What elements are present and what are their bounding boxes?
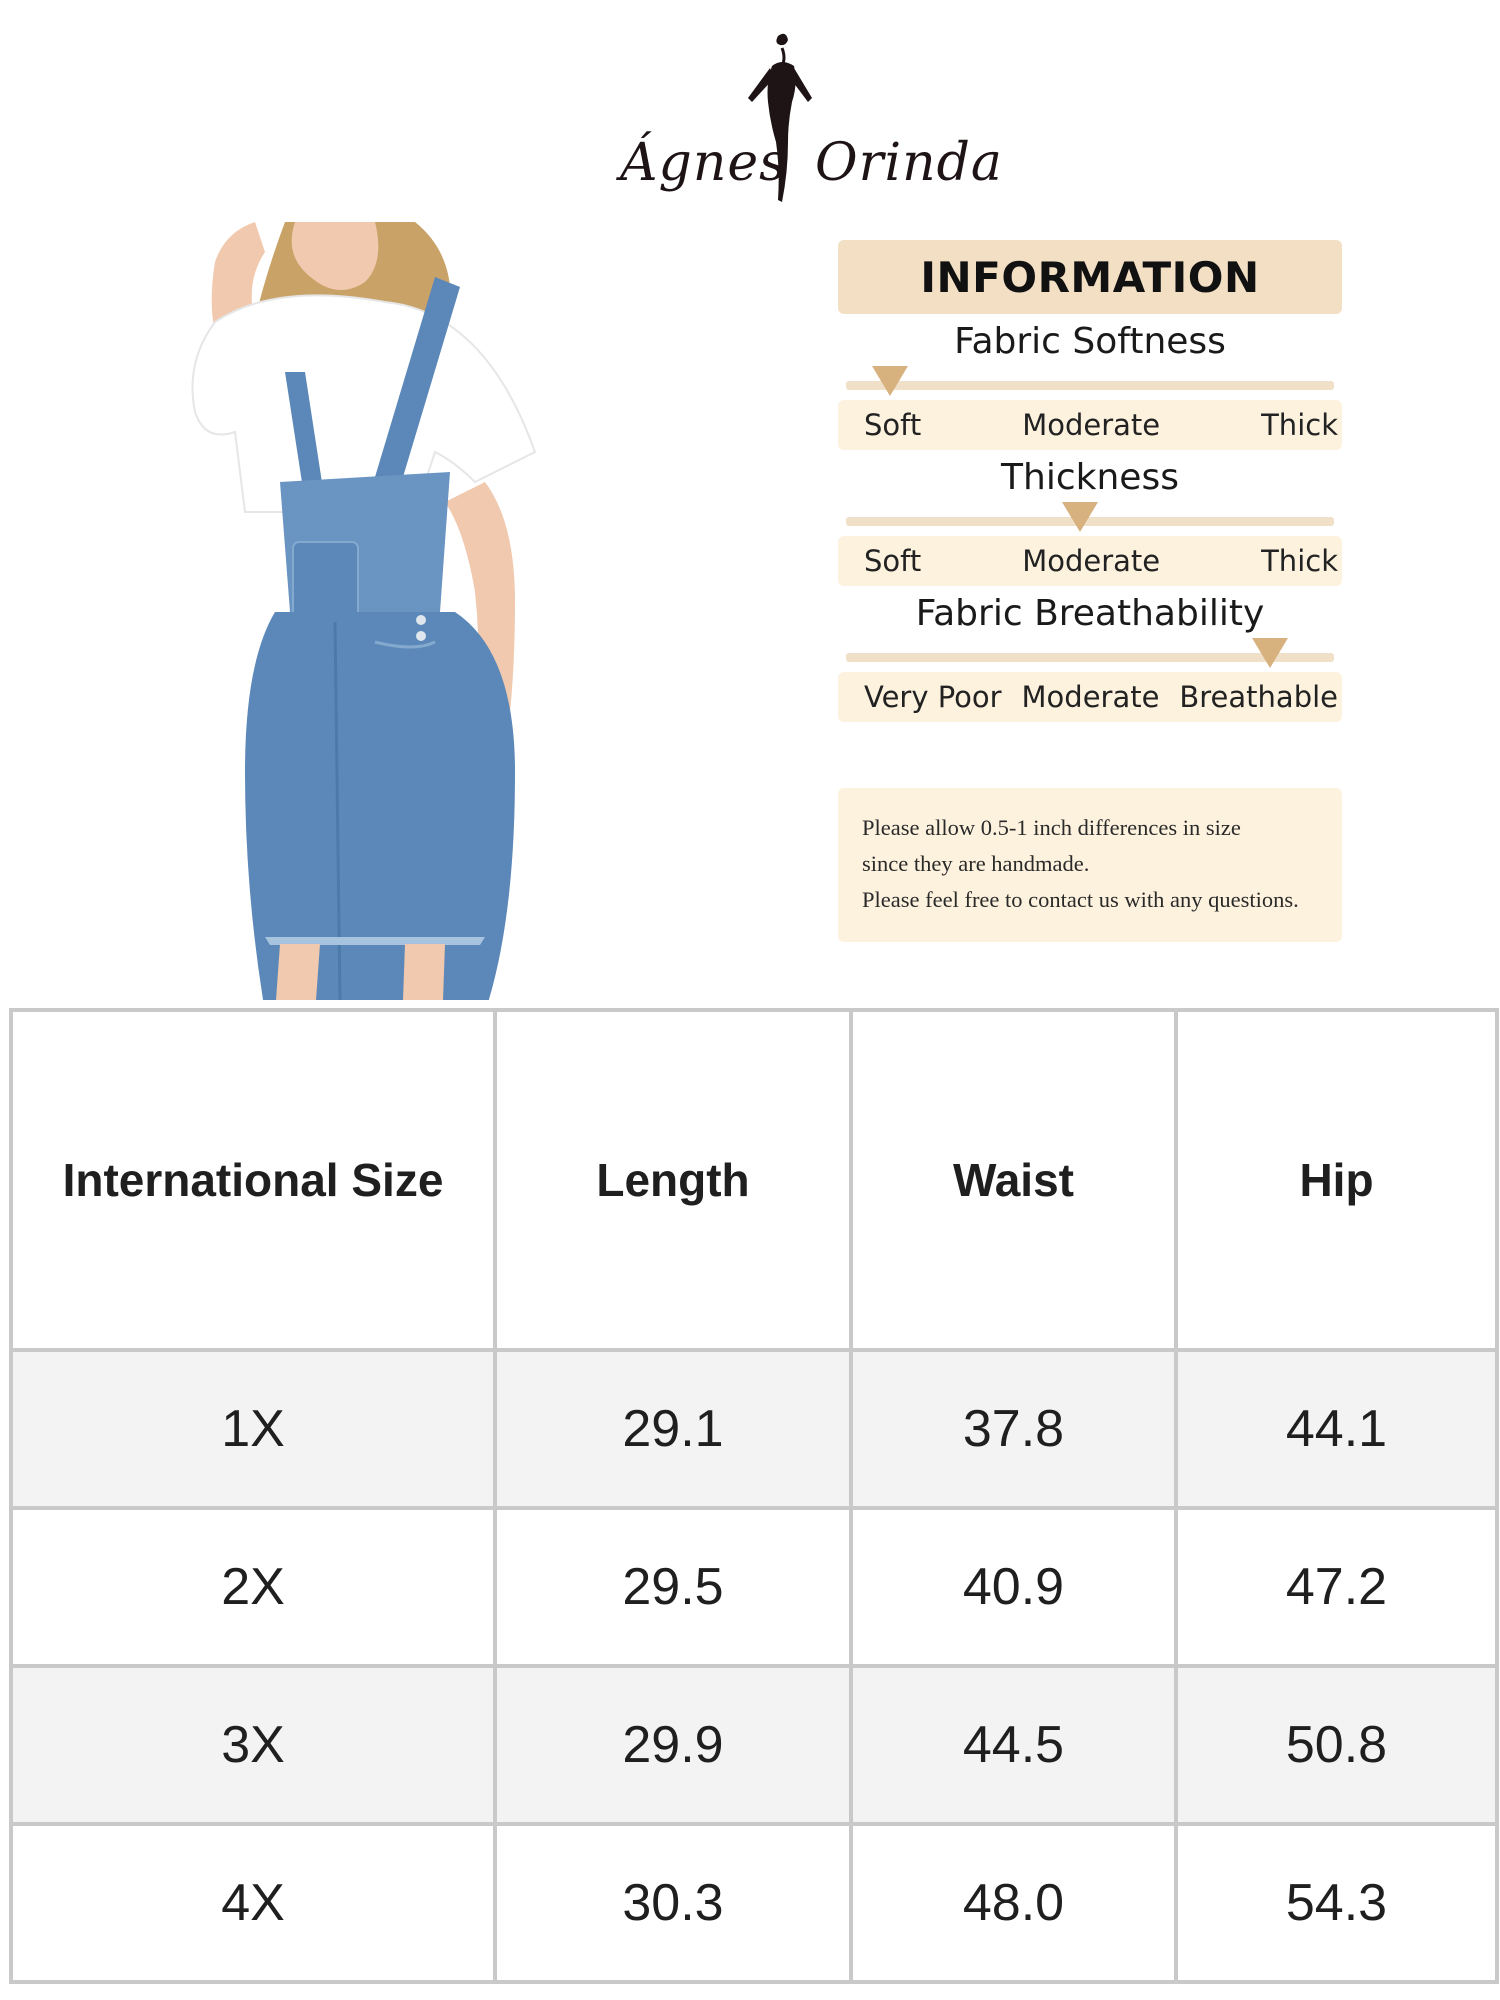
brand-name-right: Orinda [815,133,1003,193]
table-header-row [11,1010,1497,1350]
cell-size: 1X [11,1350,495,1508]
scale-label: Very Poor [864,680,1002,714]
cell-hip: 50.8 [1176,1666,1497,1824]
header-waist: Waist [851,1010,1176,1350]
scale-labels [838,400,1342,450]
scale-label: Soft [864,408,922,442]
cell-hip: 44.1 [1176,1350,1497,1508]
note-line: since they are handmade. [862,851,1090,876]
rating-scale [840,642,1340,666]
scale-labels [838,672,1342,722]
table-row [11,1508,1497,1666]
scale-labels [838,536,1342,586]
header-length: Length [495,1010,851,1350]
size-chart-table [9,1008,1499,1984]
header-international-size: International Size [11,1010,495,1350]
cell-waist: 44.5 [851,1666,1176,1824]
attribute-fabric-breathability [838,586,1342,722]
triangle-marker-icon [872,366,908,396]
cell-size: 4X [11,1824,495,1982]
triangle-marker-icon [1062,502,1098,532]
attribute-thickness [838,450,1342,586]
brand-logo [600,28,1003,218]
scale-label: Thick [1261,408,1338,442]
cell-hip: 54.3 [1176,1824,1497,1982]
table-row [11,1666,1497,1824]
attribute-title: Thickness [1001,457,1179,498]
rating-scale [840,506,1340,530]
info-panel [838,240,1342,942]
scale-label: Moderate [1022,544,1161,578]
cell-length: 29.5 [495,1508,851,1666]
note-line: Please feel free to contact us with any questions. [862,887,1299,912]
cell-waist: 48.0 [851,1824,1176,1982]
scale-label: Soft [864,544,922,578]
note-line: Please allow 0.5-1 inch differences in size [862,815,1241,840]
attribute-title: Fabric Breathability [915,593,1265,634]
attribute-fabric-softness [838,314,1342,450]
header-hip: Hip [1176,1010,1497,1350]
cell-waist: 40.9 [851,1508,1176,1666]
product-photo [105,222,565,1000]
scale-bar [846,381,1334,390]
triangle-marker-icon [1252,638,1288,668]
size-note [838,788,1342,942]
cell-length: 29.9 [495,1666,851,1824]
table-row [11,1350,1497,1508]
cell-hip: 47.2 [1176,1508,1497,1666]
cell-length: 29.1 [495,1350,851,1508]
cell-length: 30.3 [495,1824,851,1982]
cell-waist: 37.8 [851,1350,1176,1508]
scale-label: Thick [1261,544,1338,578]
info-title: INFORMATION [838,240,1342,314]
table-row [11,1824,1497,1982]
brand-name-left: Ágnes [620,133,787,193]
cell-size: 2X [11,1508,495,1666]
scale-label: Moderate [1021,680,1160,714]
scale-label: Breathable [1179,680,1338,714]
rating-scale [840,370,1340,394]
scale-label: Moderate [1022,408,1161,442]
attribute-title: Fabric Softness [954,321,1226,362]
cell-size: 3X [11,1666,495,1824]
